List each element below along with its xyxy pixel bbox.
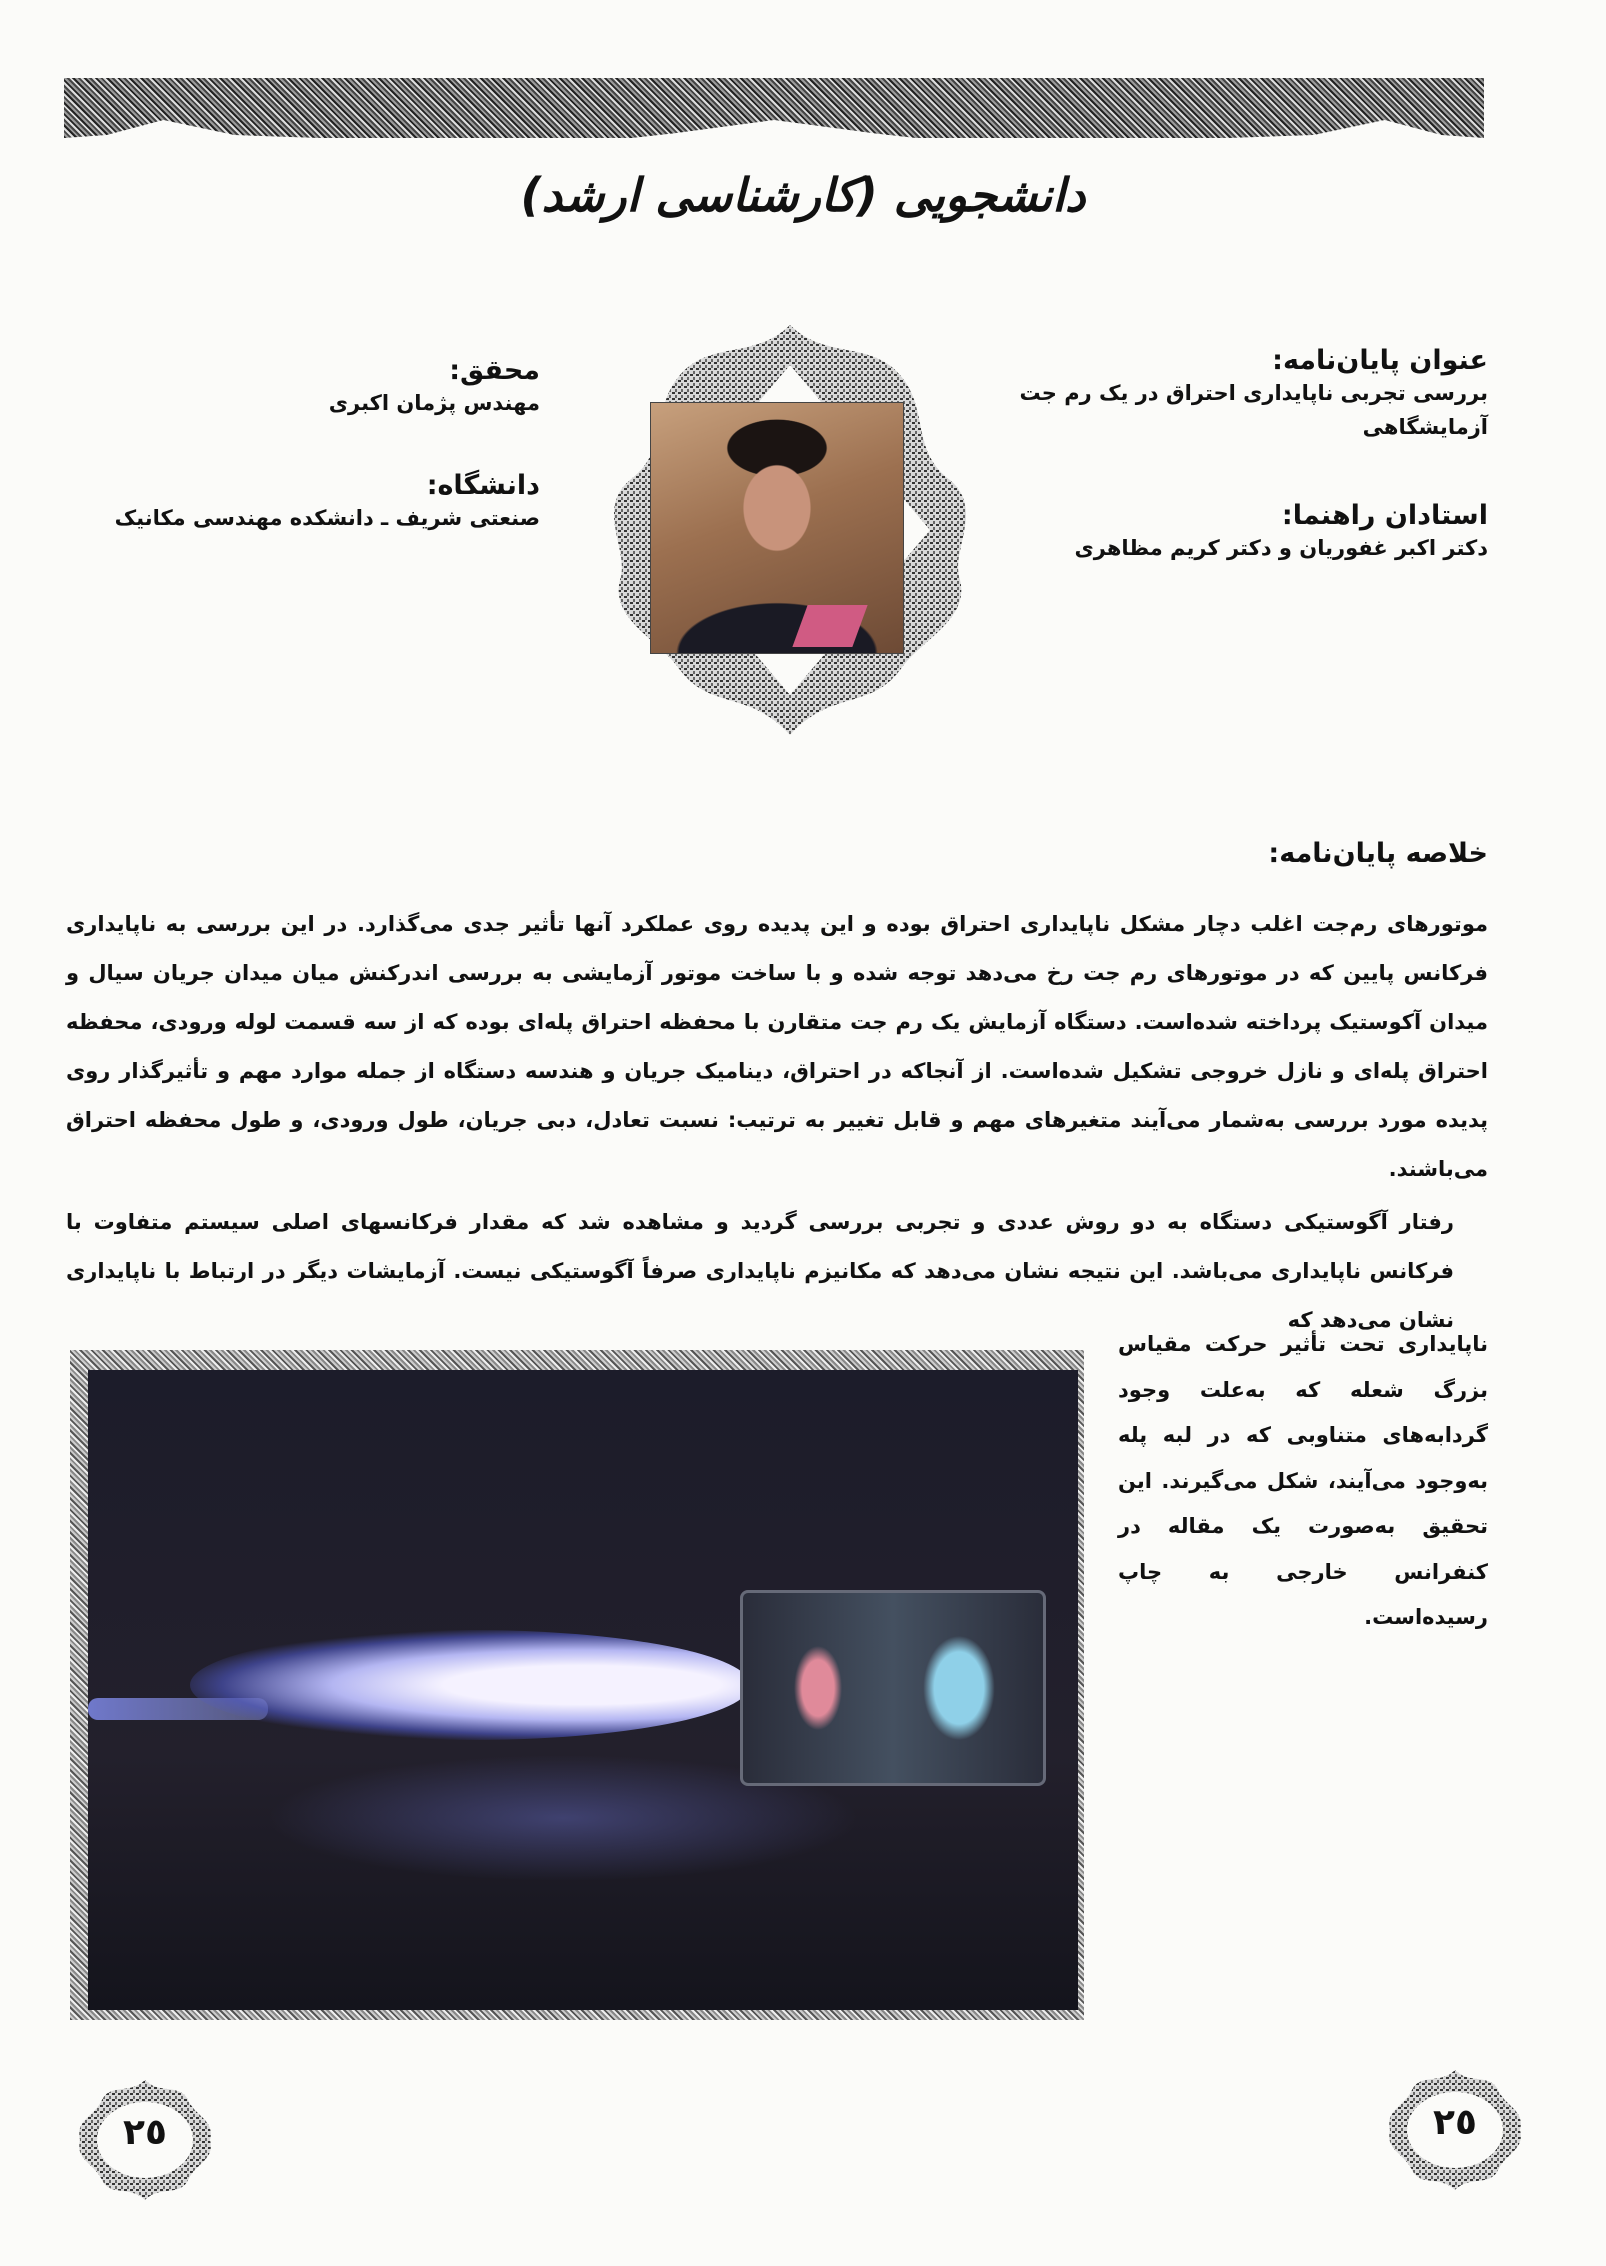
- abstract-paragraph-1: موتورهای رم‌جت اغلب دچار مشکل ناپایداری احتراق بوده و این پدیده روی عملکرد آنها تأثیر جدی می‌گذارد. در این بررسی به ناپایداری فرکانس پایین که در موتورهای رم جت رخ می‌دهد توجه شده و با ساخت موتور آزمایشی به بررسی اندرکنش میان میدان جریان سیال و میدان آکوستیک پرداخته شده‌است. دستگاه آزمایش یک رم جت متقارن با محفظه احتراق پله‌ای بوده که از سه قسمت لوله ورودی، محفظه احتراق پله‌ای و نازل خروجی تشکیل شده‌است. از آنجاکه در احتراق، دینامیک جریان و هندسه دستگاه از جمله موارد مهم و تأثیرگذار روی پدیده مورد بررسی به‌شمار می‌آیند متغیرهای مهم و قابل تغییر به ترتیب: نسبت تعادل، دبی جریان، طول ورودی، و طول محفظه احتراق می‌باشند.: [66, 912, 1488, 1181]
- flame: [190, 1630, 750, 1740]
- thesis-title-line2: آزمایشگاهی: [1362, 415, 1488, 439]
- university-block: [100, 470, 540, 535]
- page-number-right: ٢٥: [1433, 2102, 1477, 2143]
- thesis-title-line1: بررسی تجربی ناپایداری احتراق در یک رم جت: [1019, 381, 1488, 405]
- advisors-label: استادان راهنما:: [1281, 500, 1488, 531]
- page-title: دانشجویی (کارشناسی ارشد): [520, 168, 1086, 222]
- university-value: صنعتی شریف ـ دانشکده مهندسی مکانیک: [114, 506, 540, 530]
- advisors-value: دکتر اکبر غفوریان و دکتر کریم مظاهری: [1074, 536, 1488, 560]
- thesis-title-label: عنوان پایان‌نامه:: [1272, 345, 1488, 376]
- researcher-block: [100, 355, 540, 420]
- top-decorative-band: [64, 78, 1484, 138]
- abstract-paragraph-2: رفتار آگوستیکی دستگاه به دو روش عددی و تجربی بررسی گردید و مشاهده شد که مقدار فرکانسهای اصلی سیستم متفاوت با فرکانس ناپایداری می‌باشد. این نتیجه نشان می‌دهد که مکانیزم ناپایداری صرفاً آگوستیکی نیست. آزمایشات دیگر در ارتباط با ناپایداری نشان می‌دهد که: [66, 1210, 1454, 1332]
- thesis-title-block: [968, 345, 1488, 444]
- researcher-portrait-photo: [650, 402, 904, 654]
- advisors-block: [968, 500, 1488, 565]
- researcher-label: محقق:: [449, 355, 540, 386]
- combustor-chamber: [740, 1590, 1046, 1786]
- abstract-paragraph-3: ناپایداری تحت تأثیر حرکت مقیاس بزرگ شعله که به‌علت وجود گردابه‌های متناوبی که در لبه پله به‌وجود می‌آیند، شکل می‌گیرند. این تحقیق به‌صورت یک مقاله در کنفرانس خارجی به چاپ رسیده‌است.: [1118, 1332, 1488, 1629]
- researcher-value: مهندس پژمان اکبری: [328, 391, 540, 415]
- university-label: دانشگاه:: [426, 470, 540, 501]
- page-number-left: ٢٥: [123, 2112, 167, 2153]
- abstract-heading: خلاصه پایان‌نامه:: [1268, 838, 1488, 869]
